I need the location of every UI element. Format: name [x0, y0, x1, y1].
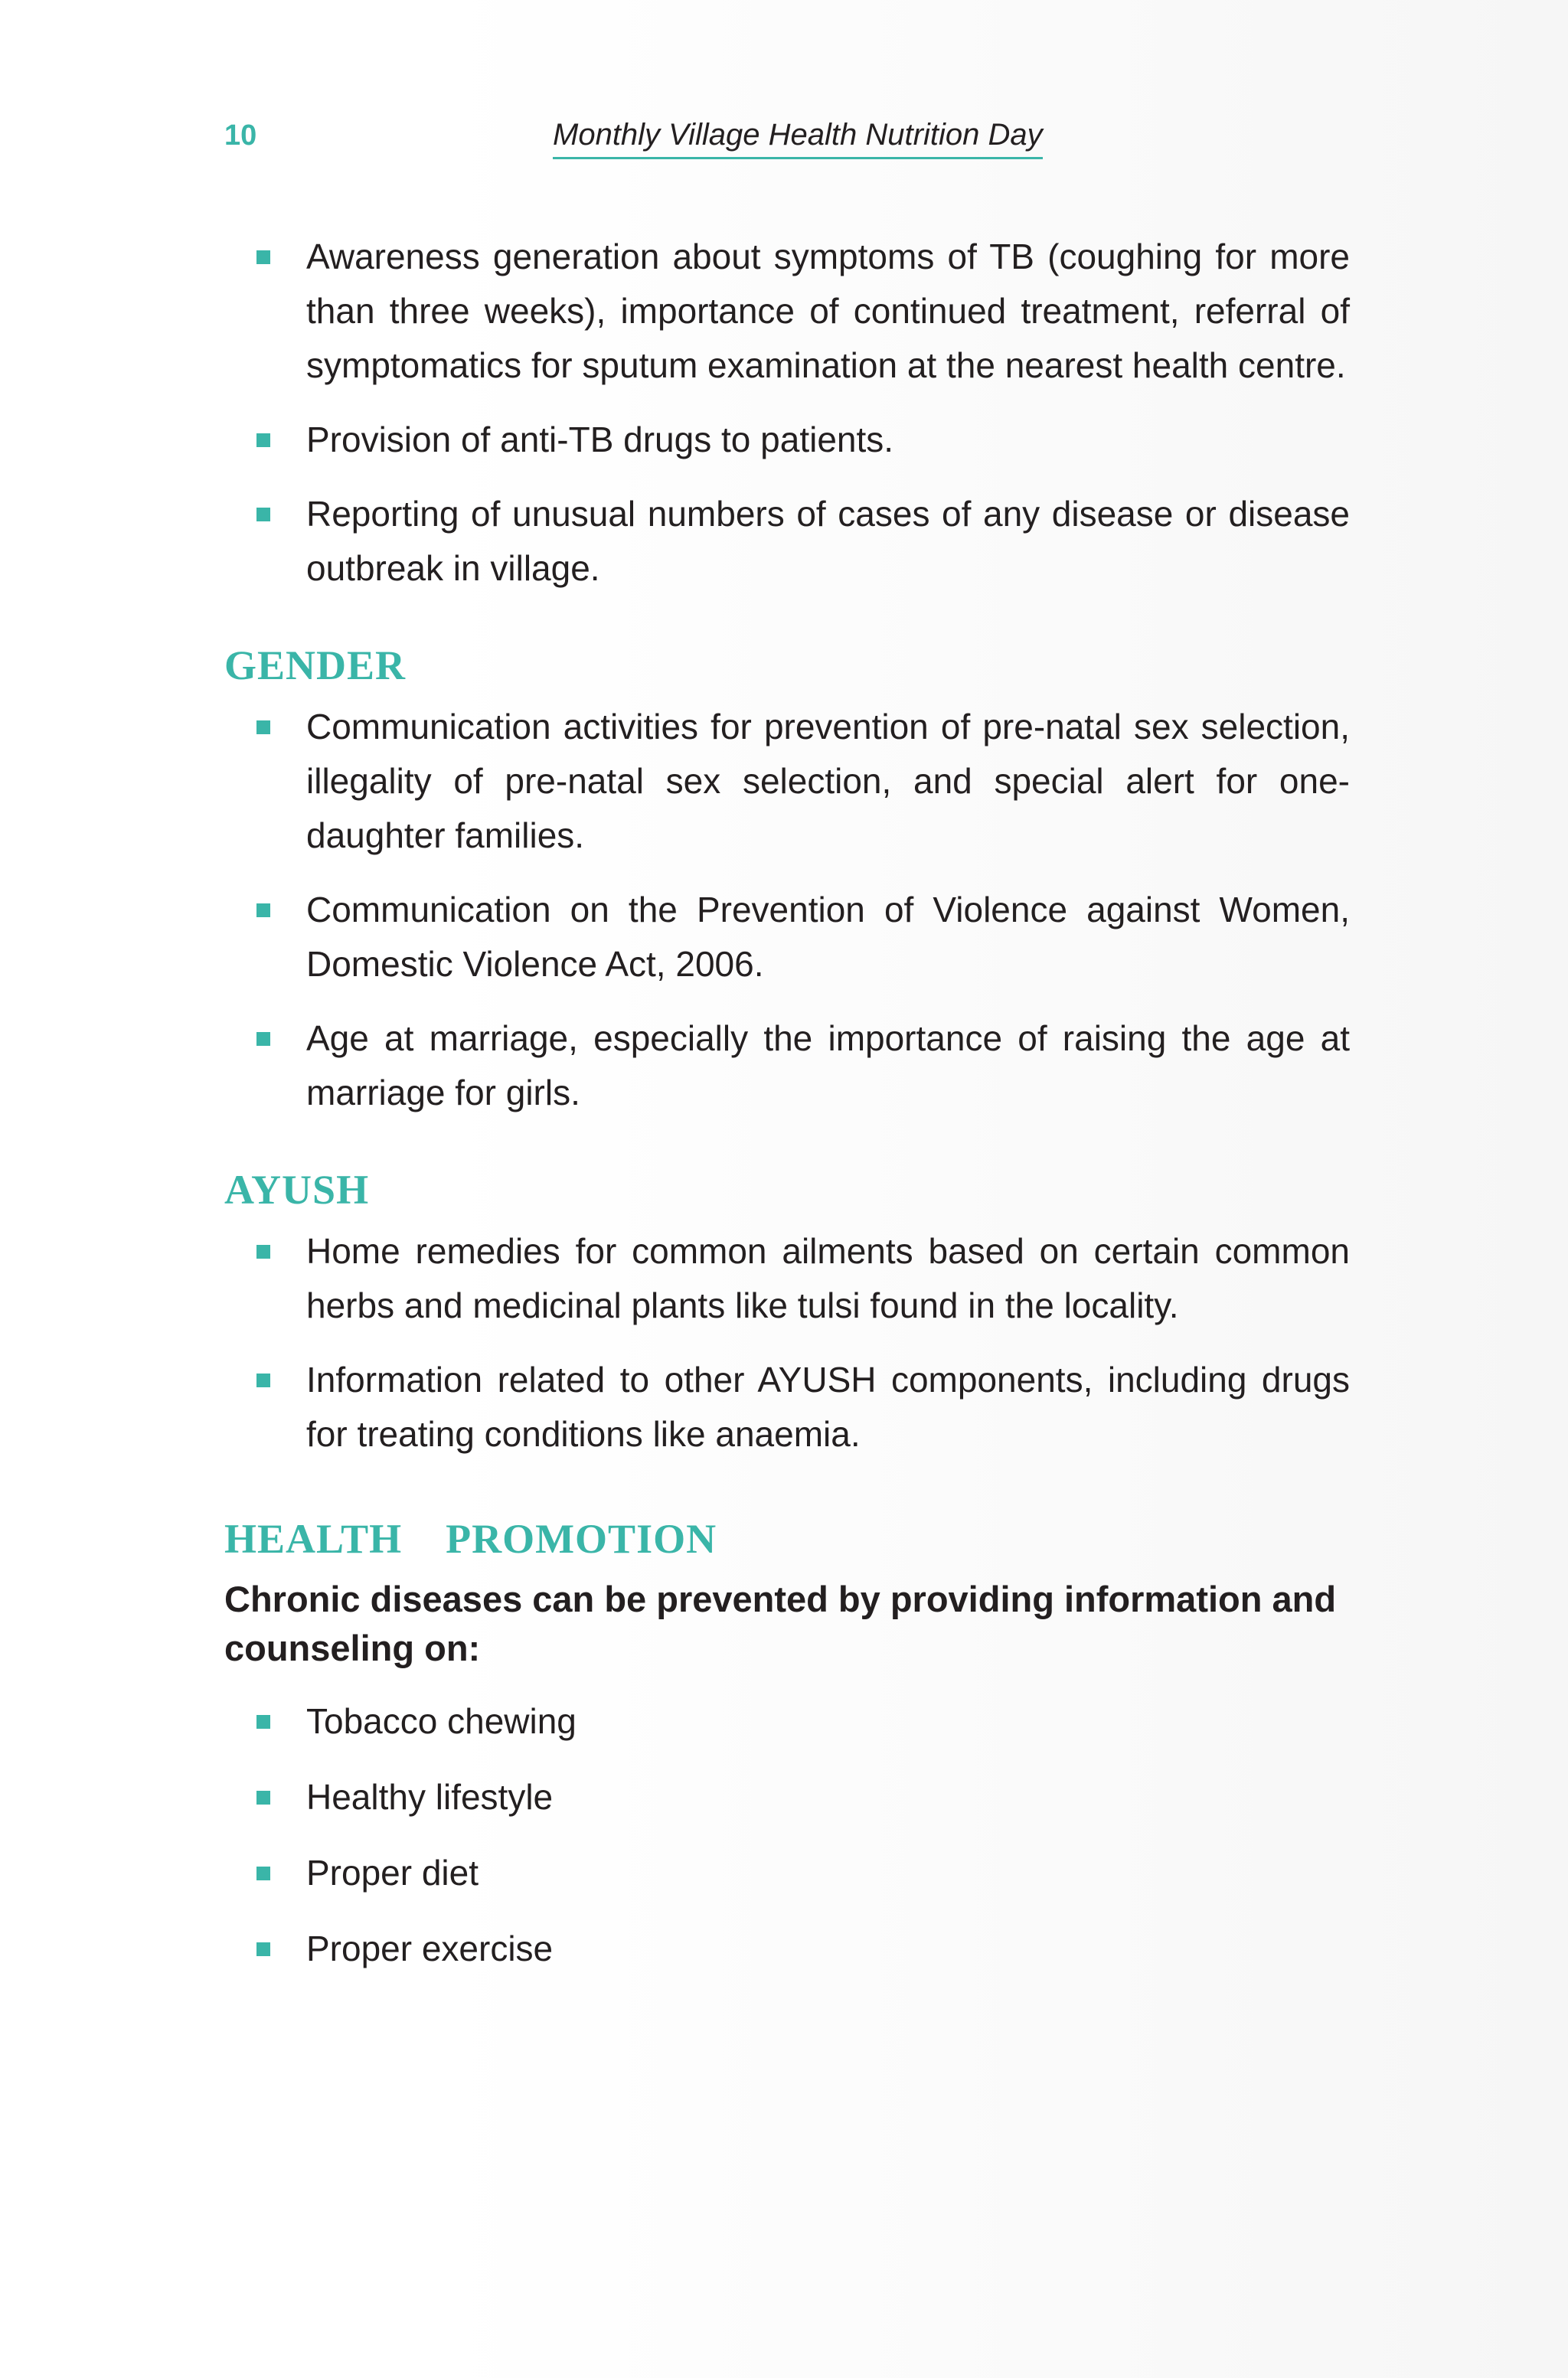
ayush-bullet-list [224, 1224, 1350, 1462]
list-item-text: Proper exercise [306, 1929, 554, 1968]
list-item-text: Age at marriage, especially the importance of raising the age at marriage for girls. [306, 1018, 1350, 1112]
health-promotion-lead: Chronic diseases can be prevented by providing information and counseling on: [224, 1579, 1337, 1668]
tb-bullet-list [224, 230, 1350, 596]
list-item-text: Communication activities for prevention of pre-natal sex selection, illegality of pre-natal sex selection, and special alert for one-daughter families. [306, 707, 1350, 855]
square-bullet-icon [256, 720, 270, 734]
list-item [224, 1922, 1350, 1976]
list-item-text: Provision of anti-TB drugs to patients. [306, 420, 894, 459]
list-item-text: Home remedies for common ailments based on certain common herbs and medicinal plants like tulsi found in the locality. [306, 1231, 1350, 1325]
gender-bullet-list [224, 700, 1350, 1120]
health-promotion-bullet-list [224, 1694, 1350, 1976]
square-bullet-icon [256, 1245, 270, 1259]
section-heading-ayush: AYUSH [224, 1167, 370, 1213]
list-item [224, 487, 1350, 596]
square-bullet-icon [256, 250, 270, 264]
list-item-text: Tobacco chewing [306, 1701, 577, 1741]
list-item [224, 700, 1350, 863]
square-bullet-icon [256, 1374, 270, 1387]
square-bullet-icon [256, 903, 270, 917]
page-content [224, 230, 1350, 1997]
list-item-text: Reporting of unusual numbers of cases of any disease or disease outbreak in village. [306, 494, 1350, 588]
list-item [224, 1694, 1350, 1749]
list-item-text: Proper diet [306, 1853, 479, 1893]
list-item [224, 1770, 1350, 1824]
page-number: 10 [224, 119, 257, 152]
list-item [224, 1353, 1350, 1462]
square-bullet-icon [256, 1715, 270, 1729]
list-item-text: Healthy lifestyle [306, 1777, 554, 1817]
list-item [224, 413, 1350, 467]
list-item-text: Information related to other AYUSH components, including drugs for treating conditions like anaemia. [306, 1360, 1350, 1454]
running-title: Monthly Village Health Nutrition Day [553, 118, 1043, 159]
list-item [224, 883, 1350, 991]
list-item [224, 1011, 1350, 1120]
square-bullet-icon [256, 508, 270, 521]
list-item [224, 1224, 1350, 1333]
square-bullet-icon [256, 1942, 270, 1956]
list-item-text: Communication on the Prevention of Violence against Women, Domestic Violence Act, 2006. [306, 890, 1350, 984]
square-bullet-icon [256, 1867, 270, 1880]
list-item-text: Awareness generation about symptoms of TB (coughing for more than three weeks), importance of continued treatment, referral of symptomatics for sputum examination at the nearest health centre. [306, 237, 1350, 385]
list-item [224, 1846, 1350, 1900]
square-bullet-icon [256, 1032, 270, 1046]
square-bullet-icon [256, 1791, 270, 1805]
section-heading-health-promotion: HEALTH PROMOTION [224, 1516, 717, 1562]
square-bullet-icon [256, 433, 270, 447]
list-item [224, 230, 1350, 393]
section-heading-gender: GENDER [224, 642, 407, 688]
